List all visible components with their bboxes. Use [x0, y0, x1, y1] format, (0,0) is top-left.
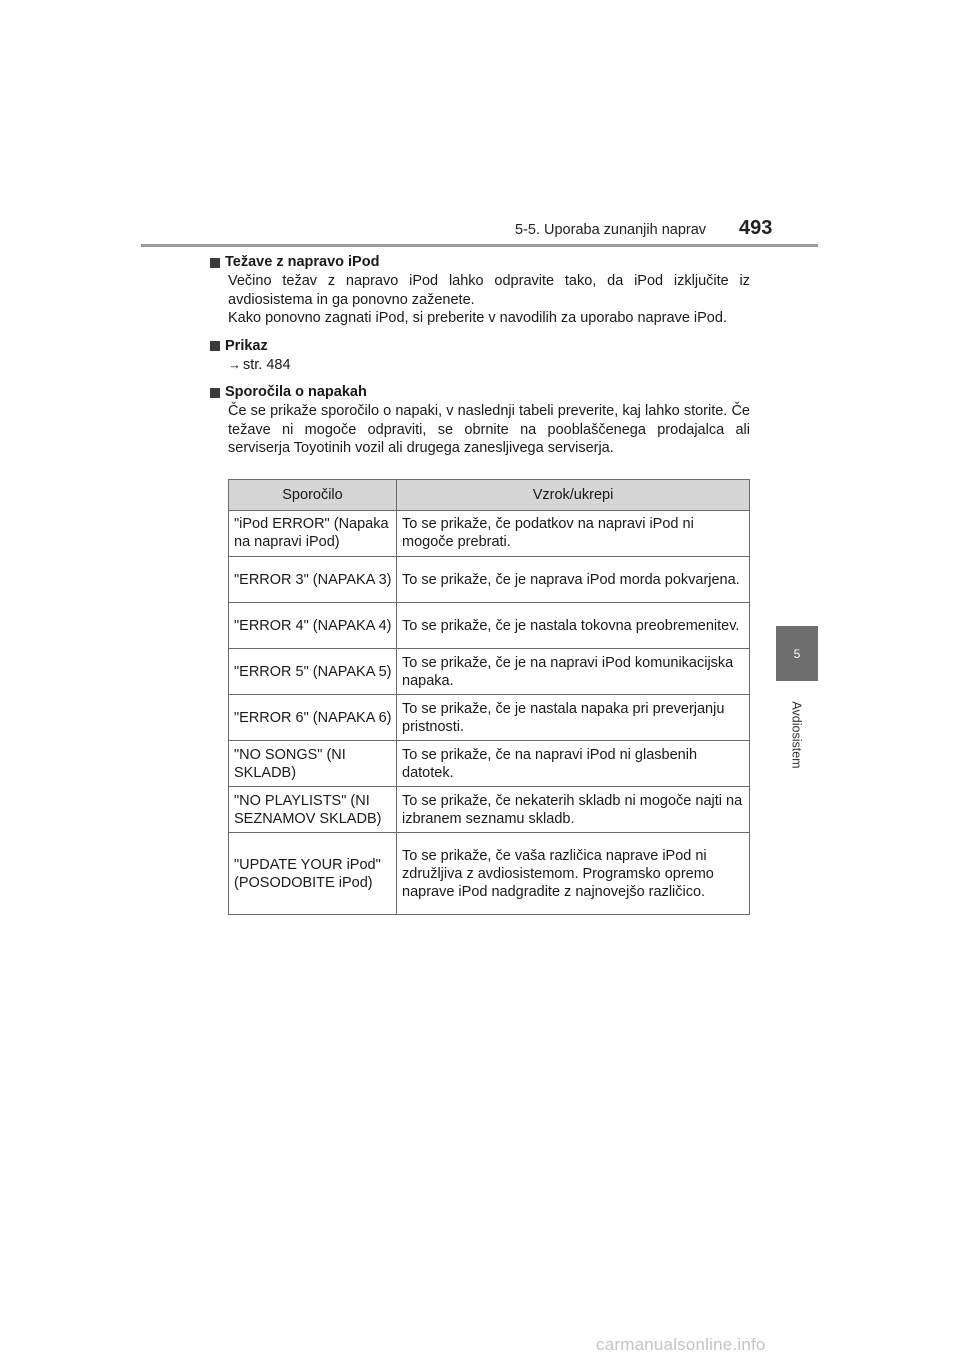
chapter-tab-label: [776, 690, 818, 780]
paragraph: Večino težav z napravo iPod lahko odpravite tako, da iPod izključite iz avdiosistema in ga ponovno zaženete.: [228, 273, 750, 308]
paragraph: Če se prikaže sporočilo o napaki, v naslednji tabeli preverite, kaj lahko storite. Če težave ni mogoče odpraviti, se obrnite na pooblaščenega prodajalca ali serviserja Toyotinih vozil ali drugega zanesljivega serviserja.: [228, 403, 750, 456]
message-cell: "ERROR 3" (NAPAKA 3): [229, 557, 397, 603]
watermark: carmanualsonline.info: [596, 1335, 766, 1354]
section-heading: [210, 337, 750, 356]
message-cell: "NO PLAYLISTS" (NI SEZNAMOV SKLADB): [229, 787, 397, 833]
column-header-cause: Vzrok/ukrepi: [397, 480, 750, 511]
table-row: [229, 741, 750, 787]
message-cell: "UPDATE YOUR iPod" (POSODOBITE iPod): [229, 833, 397, 915]
message-cell: "ERROR 5" (NAPAKA 5): [229, 649, 397, 695]
cause-cell: To se prikaže, če vaša različica naprave iPod ni združljiva z avdiosistemom. Programsko opremo naprave iPod nadgradite z najnovejšo različico.: [397, 833, 750, 915]
right-arrow-icon: →: [228, 356, 241, 372]
page-number: 493: [739, 217, 773, 239]
cause-cell: To se prikaže, če je naprava iPod morda pokvarjena.: [397, 557, 750, 603]
cause-cell: To se prikaže, če nekaterih skladb ni mogoče najti na izbranem seznamu skladb.: [397, 787, 750, 833]
section-heading-text: Prikaz: [225, 337, 268, 354]
table-row: [229, 695, 750, 741]
table-row: [229, 557, 750, 603]
column-header-message: Sporočilo: [229, 480, 397, 511]
table-row: [229, 787, 750, 833]
message-cell: "ERROR 6" (NAPAKA 6): [229, 695, 397, 741]
section-heading-text: Sporočila o napakah: [225, 384, 367, 400]
section-display: [210, 337, 750, 375]
chapter-tab-number: 5: [776, 626, 818, 681]
cause-cell: To se prikaže, če podatkov na napravi iPod ni mogoče prebrati.: [397, 511, 750, 557]
cause-cell: To se prikaže, če je na napravi iPod komunikacijska napaka.: [397, 649, 750, 695]
section-title: 5-5. Uporaba zunanjih naprav: [515, 222, 707, 238]
message-cell: "iPod ERROR" (Napaka na napravi iPod): [229, 511, 397, 557]
table-row: [229, 649, 750, 695]
table-row: [229, 511, 750, 557]
message-cell: "ERROR 4" (NAPAKA 4): [229, 603, 397, 649]
page-reference-text: str. 484: [243, 356, 291, 373]
section-body: [210, 402, 750, 458]
page-reference: [210, 356, 750, 375]
table-row: [229, 603, 750, 649]
section-heading: [210, 383, 750, 402]
header-divider: [141, 244, 818, 247]
page-content: [210, 253, 750, 467]
table-row: [229, 833, 750, 915]
section-heading-text: Težave z napravo iPod: [225, 254, 380, 270]
section-ipod-problems: [210, 253, 750, 328]
square-bullet-icon: [210, 258, 220, 268]
message-cell: "NO SONGS" (NI SKLADB): [229, 741, 397, 787]
cause-cell: To se prikaže, če je nastala tokovna preobremenitev.: [397, 603, 750, 649]
section-body: [210, 272, 750, 328]
cause-cell: To se prikaže, če je nastala napaka pri preverjanju pristnosti.: [397, 695, 750, 741]
square-bullet-icon: [210, 388, 220, 398]
square-bullet-icon: [210, 341, 220, 351]
paragraph: Kako ponovno zagnati iPod, si preberite v navodilih za uporabo naprave iPod.: [228, 310, 727, 326]
section-error-messages: [210, 383, 750, 458]
cause-cell: To se prikaže, če na napravi iPod ni glasbenih datotek.: [397, 741, 750, 787]
table-header-row: [229, 480, 750, 511]
error-messages-table: [228, 479, 750, 915]
section-heading: [210, 253, 750, 272]
chapter-tab-label-text: Avdiosistem: [790, 701, 805, 769]
